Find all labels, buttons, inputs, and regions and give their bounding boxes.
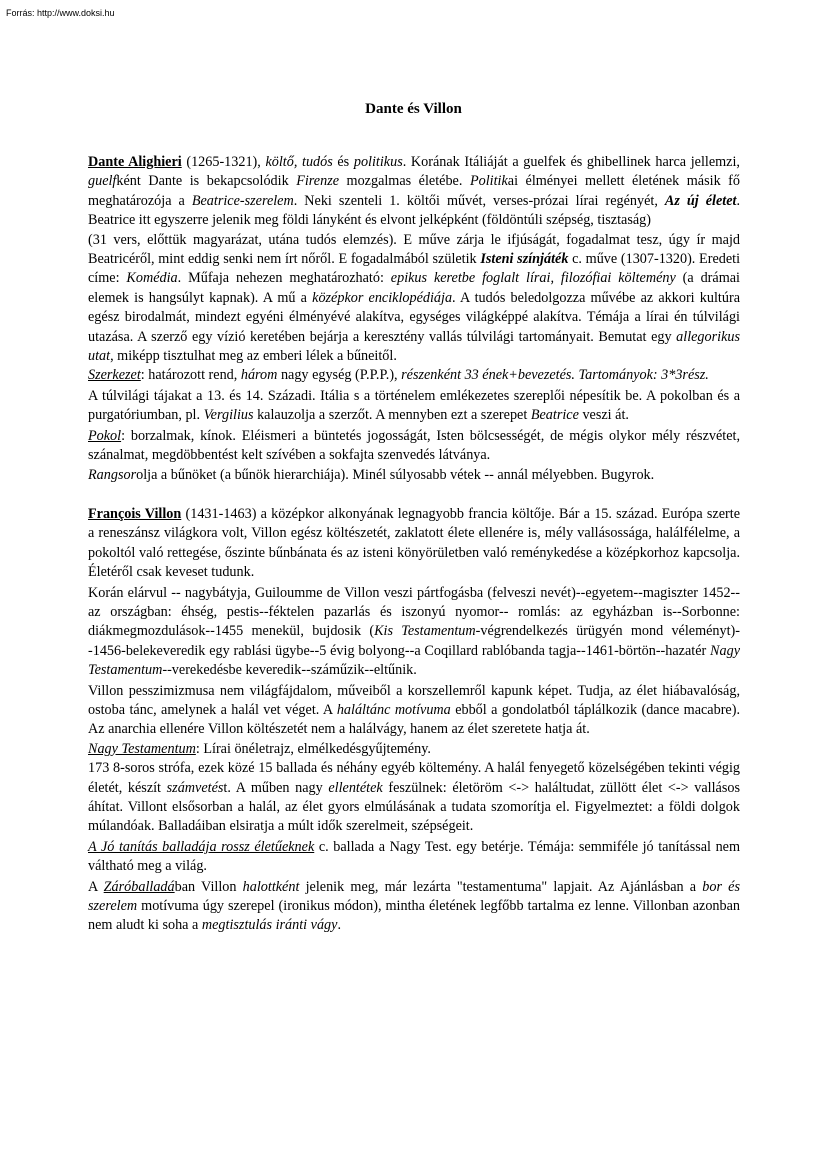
dante-name-heading: Dante Alighieri: [88, 154, 182, 170]
text-run: és: [332, 154, 354, 170]
text-run: három: [240, 367, 278, 384]
source-attribution: Forrás: http://www.doksi.hu: [6, 8, 115, 18]
text-run: veszi át.: [578, 407, 629, 424]
text-run: részenként 33 ének+bevezetés. Tartományok: 3*3rész.: [401, 367, 709, 384]
dante-afterlife-paragraph: [88, 387, 740, 426]
text-run: motívuma úgy szerepel (ironikus módon), mintha életének legfőbb tartalma ez lenne. Villonban azonban nem aludt ki soha a: [88, 898, 740, 934]
text-run: Beatrice: [530, 407, 579, 424]
text-run: (31 vers, előttük magyarázat, utána tudós elemzés). E műve zárja le ifjúságát, fogadalmat tesz, úgy ír majd Beatricéről, mint eddig senki nem írt nőről. E fogadalmából születik: [88, 231, 740, 268]
text-run: számvetés: [166, 779, 224, 796]
dante-intro-paragraph: [88, 153, 740, 231]
villon-closing-ballad-paragraph: [88, 878, 740, 936]
page-title: Dante és Villon: [365, 101, 462, 117]
text-run: epikus keretbe foglalt lírai, filozófiai költemény: [390, 270, 676, 287]
text-run: Pokol: [88, 427, 122, 444]
text-emphasis: [88, 506, 181, 522]
text-run: ellentétek: [328, 779, 383, 796]
text-emphasis: [88, 367, 141, 383]
text-run: kalauzolja a szerzőt. A mennyben ezt a szerepet: [253, 407, 531, 424]
text-run: Rangsor: [88, 466, 137, 483]
text-run: A Jó tanítás balladája rossz életűeknek: [88, 838, 315, 855]
text-run: --verekedésbe keveredik--száműzik--eltűnik.: [162, 662, 417, 679]
text-run: -végrendelkezés ürügyén mond véleményt)--1456-belekeveredik egy rablási ügybe--5 évig bolyong--a Coqillard rablóbanda tagja--1461-börtön--hazatér: [88, 623, 740, 659]
text-run: olja a bűnöket (a bűnök hierarchiája). Minél súlyosabb vétek -- annál mélyebben. Bugyrok.: [136, 466, 655, 483]
dante-divine-comedy-paragraph: [88, 231, 740, 367]
text-emphasis: [88, 839, 314, 855]
text-run: Szerkezet: [88, 367, 141, 384]
dante-hell-paragraph: [88, 427, 740, 466]
text-run: t. A műben nagy: [223, 779, 329, 796]
text-run: ebből a gondolatból táplálkozik (dance macabre). Az anarchia ellenére Villon költészetét nem a halálvágy, hanem az élet szeretete hatja át.: [88, 701, 740, 738]
dante-ranking-paragraph: [88, 466, 740, 485]
text-run: Nagy Testamentum: [88, 740, 196, 757]
text-run: c. ballada a Nagy Test. egy betérje. Témája: semmiféle jó tanítással nem váltható meg a világ.: [88, 838, 740, 875]
text-run: A túlvilági tájakat a 13. és 14. Századi. Itália s a történelem emlékezetes szereplői népesítik be. A pokolban és a purgatóriumban, pl.: [88, 387, 740, 424]
text-run: megtisztulás iránti vágy: [201, 917, 338, 934]
text-run: Beatrice-szerelem: [191, 192, 294, 209]
text-run: Korán elárvul -- nagybátyja, Guiloumme de Villon veszi pártfogásba (felveszi nevét)--egyetem--magiszter 1452-- az országban: éhség, pestis--féktelen pazarlás és iszonyú nyomor-- romlás: az egyházban is--Sorbonne: diákmegmozdulások--1455 menekül, bujdosik (: [88, 584, 740, 640]
text-run: politikus: [353, 154, 403, 170]
document-body: [88, 153, 740, 936]
text-run: . Beatrice itt egyszerre jelenik meg földi lányként és elvont jelképként (földöntúli szépség, tisztaság): [88, 192, 740, 229]
text-run: . Korának Itáliáját a guelfek és ghibellinek harca jellemzi,: [402, 154, 740, 170]
text-run: : Lírai önéletrajz, elmélkedésgyűjtemény.: [195, 740, 431, 757]
text-run: költő, tudós: [265, 154, 333, 170]
villon-testament-paragraph: [88, 740, 740, 759]
text-run: bor és szerelem: [88, 878, 741, 915]
text-run: (a drámai elemek is hangsúlyt kapnak). A mű a: [88, 270, 740, 306]
villon-strophes-paragraph: [88, 759, 740, 837]
villon-pessimism-paragraph: [88, 682, 740, 740]
dante-structure-paragraph: [88, 366, 740, 385]
text-run: ban Villon: [174, 878, 243, 895]
text-run: guelf: [88, 173, 117, 190]
text-run: . A tudós beledolgozza művébe az akkori kultúra egész birodalmát, mindezt egyéni élményévé alakítva, egységes világképpé alakítva. Témája a lírai én túlvilági utazása. A szerző egy vízió keretében bejárja a keresztény vallás túlvilági tartományait. Bemutat egy: [88, 289, 740, 345]
text-run: mozgalmas életébe.: [339, 173, 470, 190]
text-run: A: [88, 878, 104, 895]
villon-biography-paragraph: [88, 584, 740, 681]
text-emphasis: [104, 879, 175, 895]
text-run: (1431-1463) a középkor alkonyának legnagyobb francia költője. Bár a 15. század. Európa szerte a reneszánsz világkora volt, Villon egész költészetét, zaklatott élete ellenére is, mély vallásossága, halálfélelme, a pokoltól való rettegése, őszinte bűnbánata és az isteni könyörületben való reménykedése a középkorhoz kapcsolja. Életéről csak keveset tudunk.: [88, 505, 740, 581]
text-run: Villon pesszimizmusa nem világfájdalom, műveiből a korszellemről kapunk képet. Tudja, az élet hiábavalóság, ostoba tánc, amelynek a halál vet véget. A: [88, 682, 740, 718]
text-run: Isteni színjáték: [480, 251, 569, 268]
text-run: .: [337, 917, 341, 934]
text-run: haláltánc motívuma: [336, 701, 451, 718]
villon-ballad-paragraph: [88, 838, 740, 877]
text-run: , miképp tisztulhat meg az emberi lélek a bűneitől.: [110, 348, 397, 365]
text-run: jelenik meg, már lezárta "testamentuma" lapjait. Az Ajánlásban a: [299, 878, 703, 895]
text-run: . Neki szenteli 1. költői művét, verses-prózai lírai regényét,: [293, 192, 665, 209]
text-run: ként Dante is bekapcsolódik: [116, 173, 297, 190]
text-run: Kis Testamentum: [374, 623, 476, 640]
text-run: Az új életet: [664, 192, 737, 209]
text-run: középkor enciklopédiája: [312, 289, 453, 306]
text-emphasis: [88, 428, 121, 444]
text-run: Firenze: [296, 173, 340, 190]
text-run: : határozott rend,: [140, 367, 241, 384]
text-run: : borzalmak, kínok. Eléismeri a büntetés jogosságát, Isten bölcsességét, de mégis olykor mély részvétet, szánalmat, megdöbbentést kelt szívében a sokfajta szenvedés látványa.: [88, 427, 740, 464]
text-emphasis: [480, 251, 568, 267]
text-run: ai élményei mellett életének másik fő meghatározója a: [88, 173, 741, 209]
text-run: Komédia: [126, 270, 178, 287]
text-run: Nagy Testamentum: [88, 642, 740, 679]
text-run: Vergilius: [203, 407, 254, 424]
text-emphasis: [88, 741, 196, 757]
text-run: (1265-1321),: [181, 154, 266, 170]
text-run: c. műve (1307-1320). Eredeti címe:: [88, 251, 741, 287]
text-run: Politik: [469, 173, 508, 190]
text-emphasis: [665, 193, 737, 209]
text-run: 173 8-soros strófa, ezek közé 15 ballada és néhány egyéb költemény. A halál fenyegető közelségében tekinti végig életét, készít: [88, 760, 740, 796]
text-run: . Műfaja nehezen meghatározható:: [177, 270, 391, 287]
text-run: allegorikus utat: [88, 328, 740, 365]
villon-intro-paragraph: [88, 505, 740, 583]
text-run: halottként: [242, 878, 300, 895]
text-run: nagy egység (P.P.P.),: [277, 367, 402, 384]
villon-name-heading: François Villon: [88, 505, 182, 522]
text-emphasis: [88, 154, 182, 170]
text-run: feszülnek: életöröm <-> haláltudat, züllött élet <-> vallásos áhítat. Villont elsősorban a halál, az élet gyors elmúlásának a tudata szomorítja el. Figyelmeztet: a földi dolgok múlandóak. Balladáiban elsiratja a múlt idők szerelmeit, szépségeit.: [88, 779, 740, 835]
text-run: Záróballadá: [103, 878, 175, 895]
section-spacer: [88, 485, 740, 505]
